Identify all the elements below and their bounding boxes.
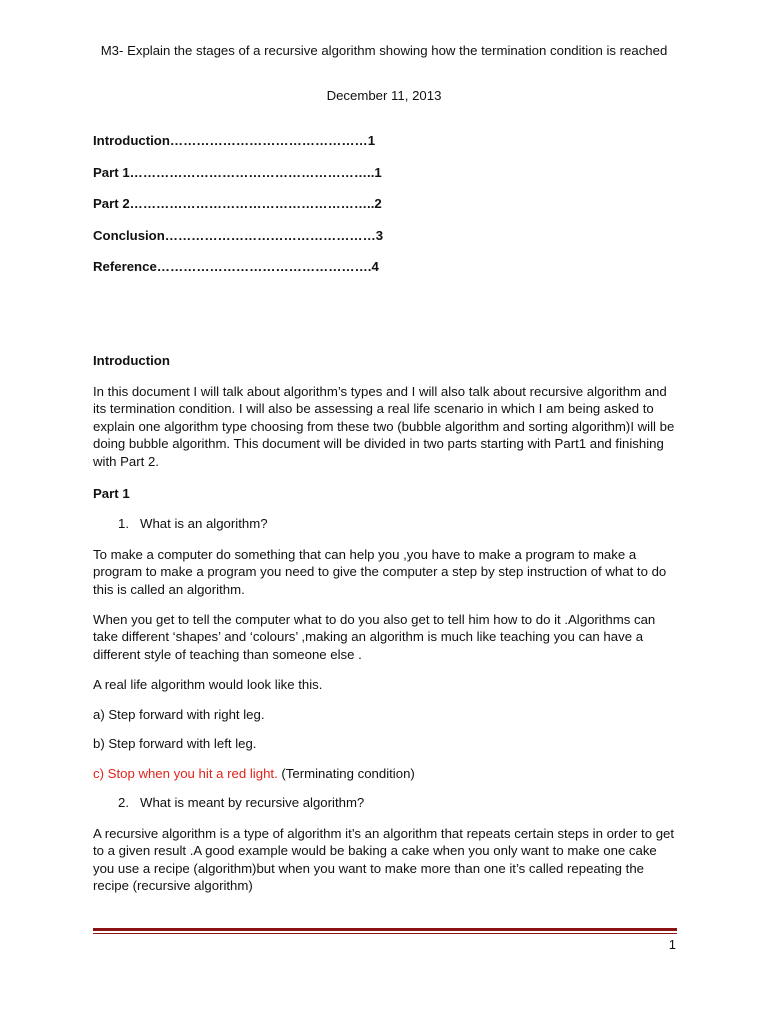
list-number: 2. bbox=[118, 795, 129, 810]
introduction-heading: Introduction bbox=[93, 353, 170, 368]
toc-item-introduction: Introduction………………………………………1 bbox=[93, 133, 376, 148]
toc-item-part2: Part 2………………………………………………..2 bbox=[93, 196, 382, 211]
example-step-c bbox=[93, 765, 677, 782]
terminating-step-text: c) Stop when you hit a red light. bbox=[93, 766, 278, 781]
example-step-a: a) Step forward with right leg. bbox=[93, 707, 265, 722]
document-date: December 11, 2013 bbox=[326, 88, 442, 103]
page-number: 1 bbox=[668, 937, 676, 952]
example-step-b: b) Step forward with left leg. bbox=[93, 736, 257, 751]
toc-item-conclusion: Conclusion…………………………………………3 bbox=[93, 228, 384, 243]
footer-rule-thin bbox=[93, 933, 677, 934]
question-text: What is an algorithm? bbox=[140, 516, 268, 531]
document-title: M3- Explain the stages of a recursive algorithm showing how the termination condition is reached bbox=[100, 43, 668, 58]
list-item-question-2 bbox=[118, 795, 364, 810]
algorithm-definition-paragraph: To make a computer do something that can help you ,you have to make a program to make a program to make a program you need to give the computer a step by step instruction of what to do this is called an algorithm. bbox=[93, 547, 667, 597]
algorithm-explanation-paragraph: When you get to tell the computer what to do you also get to tell him how to do it .Algorithms can take different ‘shapes’ and ‘colours’ ,making an algorithm is much like teaching you can have a different style of teaching than someone else . bbox=[93, 612, 656, 662]
introduction-paragraph: In this document I will talk about algorithm’s types and I will also talk about recursive algorithm and its termination condition. I will also be assessing a real life scenario in which I am being asked to explain one algorithm type choosing from these two (bubble algorithm and sorting algorithm)I will be doing bubble algorithm. This document will be divided in two parts starting with Part1 and finishing with Part 2. bbox=[93, 384, 675, 469]
list-item-question-1 bbox=[118, 516, 268, 531]
part1-heading: Part 1 bbox=[93, 486, 130, 501]
real-life-example-intro: A real life algorithm would look like this. bbox=[93, 677, 323, 692]
list-number: 1. bbox=[118, 516, 129, 531]
terminating-condition-label: (Terminating condition) bbox=[277, 766, 415, 781]
question-text: What is meant by recursive algorithm? bbox=[140, 795, 365, 810]
toc-item-reference: Reference………………………………………….4 bbox=[93, 259, 379, 274]
footer-rule-thick bbox=[93, 928, 677, 931]
recursive-algorithm-paragraph: A recursive algorithm is a type of algorithm it’s an algorithm that repeats certain steps in order to get to a given result .A good example would be baking a cake when you only want to make one cake you use a recipe (algorithm)but when you want to make more than one it’s called repeating the recipe (recursive algorithm) bbox=[93, 826, 675, 894]
toc-item-part1: Part 1………………………………………………..1 bbox=[93, 165, 382, 180]
